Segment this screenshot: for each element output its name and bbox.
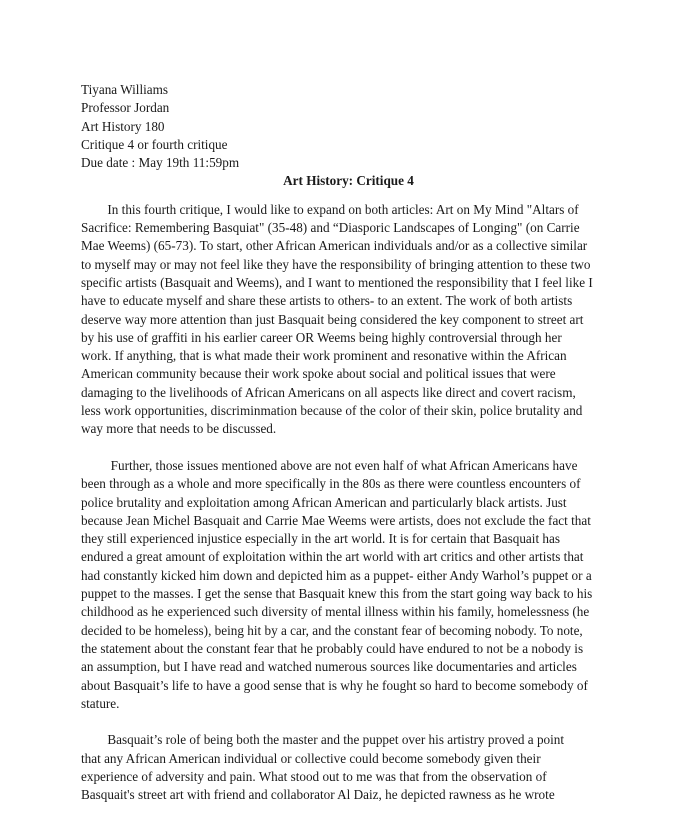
paragraph-line: been through as a whole and more specifically in the 80s as there were countless encounters of <box>81 476 581 492</box>
paragraph-line: Mae Weems) (65-73). To start, other African American individuals and/or as a collective similar <box>81 238 588 254</box>
paragraph-3 <box>81 731 616 804</box>
header-block <box>81 81 616 172</box>
course-name: Art History 180 <box>81 118 165 134</box>
due-date: Due date : May 19th 11:59pm <box>81 155 240 171</box>
document-title: Art History: Critique 4 <box>283 173 414 189</box>
paragraph-line: to myself may or may not feel like they have the responsibility of bringing attention to these two <box>81 256 591 272</box>
paragraph-line: damaging to the livelihoods of African Americans on all aspects like direct and covert racism, <box>81 384 576 400</box>
paragraph-line: less work opportunities, discriminmation because of the color of their skin, police brutality and <box>81 403 583 419</box>
paragraph-line: have to educate myself and share these artists to others- to an extent. The work of both artists <box>81 293 573 309</box>
document-body <box>81 81 616 805</box>
paragraph-line: deserve way more attention than just Basquait being considered the key component to street art <box>81 311 584 327</box>
paragraph-line: had constantly kicked him down and depicted him as a puppet- either Andy Warhol’s puppet or a <box>81 567 592 583</box>
paragraph-line: way more that needs to be discussed. <box>81 421 277 437</box>
assignment-name: Critique 4 or fourth critique <box>81 136 228 152</box>
paragraph-line: police brutality and exploitation among African American and particularly black artists. Just <box>81 494 567 510</box>
paragraph-line: decided to be homeless), being hit by a car, and the constant fear of becoming nobody. To note, <box>81 622 583 638</box>
professor-name: Professor Jordan <box>81 100 170 116</box>
paragraph-line: experience of adversity and pain. What stood out to me was that from the observation of <box>81 768 547 784</box>
paragraph-2 <box>81 457 616 713</box>
paragraph-line: because Jean Michel Basquait and Carrie Mae Weems were artists, does not exclude the fact that <box>81 512 591 528</box>
paragraph-line: about Basquait’s life to have a good sense that is why he fought so hard to become somebody of <box>81 677 588 693</box>
author-name: Tiyana Williams <box>81 82 169 97</box>
paragraph-line: an assumption, but I have read and watched numerous sources like documentaries and articles <box>81 659 577 675</box>
paragraph-line: endured a great amount of exploitation within the art world with art critics and other artists that <box>81 549 584 565</box>
paragraph-line: by his use of graffiti in his earlier career OR Weems being highly controversial through her <box>81 329 562 345</box>
paragraph-line: In this fourth critique, I would like to expand on both articles: Art on My Mind "Altars of <box>81 201 579 217</box>
paragraph-line: that any African American individual or collective could become somebody given their <box>81 750 541 766</box>
paragraph-line: stature. <box>81 695 120 711</box>
paragraph-line: Basquait’s role of being both the master and the puppet over his artistry proved a point <box>81 732 565 748</box>
paragraph-line: puppet to the masses. I get the sense that Basquait knew this from the start going way back to his <box>81 586 593 602</box>
paragraph-line: Sacrifice: Remembering Basquiat" (35-48) and “Diasporic Landscapes of Longing" (on Carrie <box>81 220 580 236</box>
paragraph-line: childhood as he experienced such diversity of mental illness within his family, homelessness (he <box>81 604 590 620</box>
paragraph-line: Basquait's street art with friend and collaborator Al Daiz, he depicted rawness as he wrote <box>81 787 555 803</box>
paragraph-line: Further, those issues mentioned above are not even half of what African Americans have <box>81 457 578 473</box>
paragraph-line: American community because their work spoke about social and political issues that were <box>81 366 556 382</box>
paragraph-line: they still experienced injustice especially in the art world. It is for certain that Basquait has <box>81 531 560 547</box>
paragraph-1 <box>81 201 616 439</box>
paragraph-line: work. If anything, that is what made their work prominent and resonative within the African <box>81 348 567 364</box>
paragraph-line: the statement about the constant fear that he probably could have endured to not be a nobody is <box>81 640 584 656</box>
paragraph-line: specific artists (Basquait and Weems), and I want to mentioned the responsibility that I feel like I <box>81 274 593 290</box>
